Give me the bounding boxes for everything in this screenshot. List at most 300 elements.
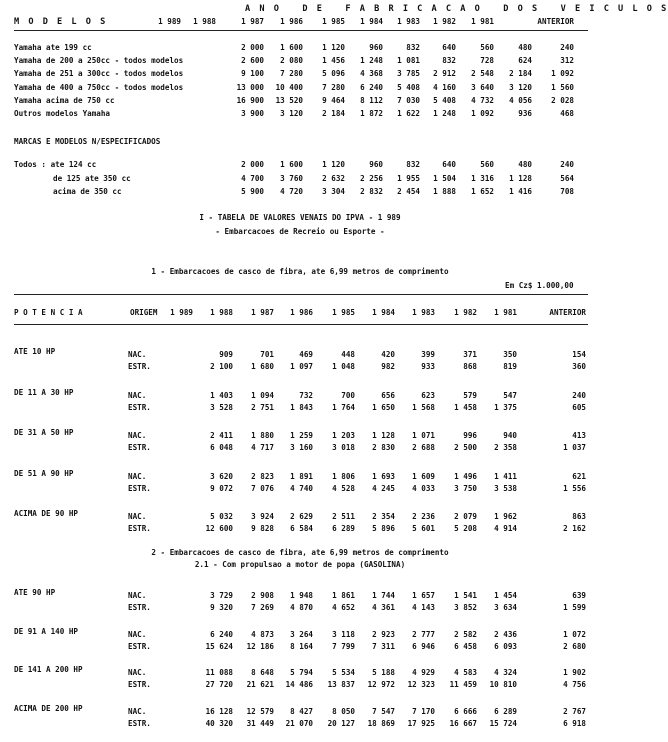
- marca-value-cell: 832: [406, 160, 420, 169]
- model-row-label: Yamaha de 200 a 250cc - todos modelos: [14, 56, 184, 66]
- model-value-cell: 1 248: [360, 56, 383, 66]
- value-cell: 982: [381, 362, 395, 371]
- marca-row-label: acima de 350 cc: [53, 187, 122, 196]
- value-cell: 7 269: [251, 603, 274, 612]
- value-cell: 3 924: [251, 512, 274, 521]
- value-cell: 2 358: [494, 443, 517, 452]
- modelos-label: M O D E L O S: [14, 17, 108, 27]
- value-cell: 6 458: [454, 641, 477, 651]
- value-cell: 2 500: [454, 443, 477, 452]
- year-column-header: 1 985: [322, 17, 345, 26]
- value-cell: 7 076: [251, 483, 274, 493]
- value-cell: 4 914: [494, 524, 517, 533]
- value-cell: 701: [260, 350, 274, 359]
- value-cell: 17 925: [407, 718, 435, 728]
- value-cell: 4 740: [290, 483, 313, 493]
- marca-value-cell: 2 632: [322, 173, 345, 183]
- model-value-cell: 1 872: [360, 109, 383, 118]
- marca-row-label: Todos : ate 124 cc: [14, 160, 97, 169]
- value-cell: 4 873: [251, 629, 274, 639]
- value-cell: 5 794: [290, 668, 313, 677]
- value-cell: 469: [299, 350, 313, 359]
- value-cell: 1 657: [412, 591, 435, 600]
- value-cell: 154: [572, 350, 586, 359]
- value-cell: 6 289: [494, 706, 517, 716]
- marca-value-cell: 1 120: [322, 160, 345, 169]
- value-cell: 6 584: [290, 524, 313, 533]
- value-cell: 2 582: [454, 629, 477, 639]
- value-cell: 6 289: [332, 524, 355, 533]
- value-cell: 18 869: [367, 718, 395, 728]
- year-column-header: 1 981: [471, 17, 494, 26]
- value-cell: 1 880: [251, 431, 274, 440]
- marca-value-cell: 1 600: [280, 160, 303, 169]
- marca-value-cell: 5 900: [241, 187, 264, 196]
- value-cell: 11 459: [449, 680, 477, 689]
- value-cell: 2 823: [251, 471, 274, 481]
- value-cell: 9 828: [251, 524, 274, 533]
- value-cell: 621: [572, 471, 586, 481]
- origem-label: NAC.: [128, 591, 147, 600]
- value-cell: 3 750: [454, 483, 477, 493]
- value-cell: 2 236: [412, 512, 435, 521]
- origem-label: ESTR.: [128, 524, 151, 533]
- currency-note: Em Cz$ 1.000,00: [505, 281, 574, 290]
- value-cell: 16 667: [449, 718, 477, 728]
- origem-label: NAC.: [128, 668, 147, 677]
- value-cell: 399: [421, 350, 435, 359]
- value-cell: 9 320: [210, 603, 233, 612]
- value-cell: 2 751: [251, 402, 274, 412]
- origem-label: ESTR.: [128, 641, 151, 651]
- year-column-header: ANTERIOR: [537, 17, 574, 26]
- value-cell: 8 164: [290, 641, 313, 651]
- value-cell: 5 896: [372, 524, 395, 533]
- value-cell: 14 486: [285, 680, 313, 689]
- year-column-header: 1 986: [280, 17, 303, 26]
- value-cell: 9 072: [210, 483, 233, 493]
- value-cell: 656: [381, 390, 395, 400]
- model-row-label: Yamaha de 251 a 300cc - todos modelos: [14, 69, 184, 79]
- origem-label: NAC.: [128, 350, 147, 359]
- value-cell: 40 320: [205, 718, 233, 728]
- origem-label: NAC.: [128, 390, 147, 400]
- marca-value-cell: 560: [480, 160, 494, 169]
- model-value-cell: 7 030: [397, 95, 420, 105]
- value-cell: 4 245: [372, 483, 395, 493]
- value-cell: 1 568: [412, 402, 435, 412]
- value-cell: 2 436: [494, 629, 517, 639]
- value-cell: 7 311: [372, 641, 395, 651]
- value-cell: 413: [572, 431, 586, 440]
- value-cell: 1 072: [563, 629, 586, 639]
- model-value-cell: 5 408: [397, 82, 420, 92]
- origem-label: NAC.: [128, 471, 147, 481]
- model-value-cell: 5 408: [433, 95, 456, 105]
- marca-value-cell: 640: [442, 160, 456, 169]
- value-cell: 1 037: [563, 443, 586, 452]
- value-cell: 1 071: [412, 431, 435, 440]
- column-header: 1 981: [494, 308, 517, 317]
- marca-value-cell: 3 760: [280, 173, 303, 183]
- value-cell: 1 948: [290, 591, 313, 600]
- value-cell: 1 744: [372, 591, 395, 600]
- model-value-cell: 4 056: [509, 95, 532, 105]
- value-cell: 605: [572, 402, 586, 412]
- model-value-cell: 4 368: [360, 69, 383, 79]
- value-cell: 3 018: [332, 443, 355, 452]
- value-cell: 8 427: [290, 706, 313, 716]
- model-row-label: Yamaha ate 199 cc: [14, 43, 92, 52]
- model-value-cell: 9 464: [322, 95, 345, 105]
- column-header: ORIGEM: [130, 308, 158, 317]
- value-cell: 12 186: [246, 641, 274, 651]
- value-cell: 2 162: [563, 524, 586, 533]
- year-column-header: 1 987: [241, 17, 264, 26]
- potencia-label: ATE 10 HP: [14, 347, 56, 356]
- model-value-cell: 1 092: [551, 69, 574, 79]
- model-value-cell: 7 280: [280, 69, 303, 79]
- value-cell: 27 720: [205, 680, 233, 689]
- model-row-label: Yamaha acima de 750 cc: [14, 95, 115, 105]
- column-header: 1 988: [210, 308, 233, 317]
- potencia-label: ACIMA DE 200 HP: [14, 703, 83, 713]
- value-cell: 2 079: [454, 512, 477, 521]
- value-cell: 6 048: [210, 443, 233, 452]
- value-cell: 12 600: [205, 524, 233, 533]
- value-cell: 8 050: [332, 706, 355, 716]
- model-value-cell: 312: [560, 56, 574, 66]
- value-cell: 11 088: [205, 668, 233, 677]
- value-cell: 3 634: [494, 603, 517, 612]
- model-value-cell: 6 240: [360, 82, 383, 92]
- value-cell: 20 127: [327, 718, 355, 728]
- value-cell: 3 528: [210, 402, 233, 412]
- model-value-cell: 1 600: [280, 43, 303, 52]
- value-cell: 1 693: [372, 471, 395, 481]
- value-cell: 6 946: [412, 641, 435, 651]
- column-header: 1 987: [251, 308, 274, 317]
- column-header: 1 985: [332, 308, 355, 317]
- potencia-label: DE 51 A 90 HP: [14, 468, 74, 478]
- model-value-cell: 240: [560, 43, 574, 52]
- value-cell: 350: [503, 350, 517, 359]
- model-value-cell: 4 732: [471, 95, 494, 105]
- value-cell: 240: [572, 390, 586, 400]
- value-cell: 2 629: [290, 512, 313, 521]
- value-cell: 21 070: [285, 718, 313, 728]
- model-value-cell: 8 112: [360, 95, 383, 105]
- column-header: 1 989: [170, 308, 193, 317]
- value-cell: 6 240: [210, 629, 233, 639]
- value-cell: 7 799: [332, 641, 355, 651]
- potencia-label: DE 141 A 200 HP: [14, 665, 83, 674]
- marca-value-cell: 2 256: [360, 173, 383, 183]
- model-value-cell: 3 120: [509, 82, 532, 92]
- model-value-cell: 3 640: [471, 82, 494, 92]
- model-value-cell: 728: [480, 56, 494, 66]
- value-cell: 1 891: [290, 471, 313, 481]
- origem-label: ESTR.: [128, 362, 151, 371]
- value-cell: 3 118: [332, 629, 355, 639]
- origem-label: NAC.: [128, 512, 147, 521]
- value-cell: 863: [572, 512, 586, 521]
- year-column-header: 1 989: [158, 17, 181, 26]
- value-cell: 868: [463, 362, 477, 371]
- value-cell: 933: [421, 362, 435, 371]
- marca-value-cell: 708: [560, 187, 574, 196]
- marca-value-cell: 960: [369, 160, 383, 169]
- model-value-cell: 1 622: [397, 109, 420, 118]
- value-cell: 16 128: [205, 706, 233, 716]
- value-cell: 4 870: [290, 603, 313, 612]
- value-cell: 8 648: [251, 668, 274, 677]
- value-cell: 10 810: [489, 680, 517, 689]
- potencia-label: DE 91 A 140 HP: [14, 626, 79, 636]
- year-column-header: 1 982: [433, 17, 456, 26]
- marca-value-cell: 4 720: [280, 187, 303, 196]
- value-cell: 4 652: [332, 603, 355, 612]
- value-cell: 2 908: [251, 591, 274, 600]
- value-cell: 6 093: [494, 641, 517, 651]
- marca-value-cell: 1 128: [509, 173, 532, 183]
- model-row-label: Outros modelos Yamaha: [14, 109, 111, 118]
- value-cell: 5 188: [372, 668, 395, 677]
- value-cell: 4 324: [494, 668, 517, 677]
- model-value-cell: 2 600: [241, 56, 264, 66]
- value-cell: 1 403: [210, 390, 233, 400]
- marca-value-cell: 2 454: [397, 187, 420, 196]
- value-cell: 1 680: [251, 362, 274, 371]
- value-cell: 1 048: [332, 362, 355, 371]
- value-cell: 6 666: [454, 706, 477, 716]
- divider: [14, 294, 588, 295]
- value-cell: 3 729: [210, 591, 233, 600]
- column-header: 1 984: [372, 308, 395, 317]
- value-cell: 2 511: [332, 512, 355, 521]
- model-value-cell: 1 456: [322, 56, 345, 66]
- model-value-cell: 936: [518, 109, 532, 118]
- marca-value-cell: 1 316: [471, 173, 494, 183]
- value-cell: 21 621: [246, 680, 274, 689]
- origem-label: ESTR.: [128, 443, 151, 452]
- potencia-label: ACIMA DE 90 HP: [14, 509, 79, 518]
- value-cell: 4 583: [454, 668, 477, 677]
- value-cell: 547: [503, 390, 517, 400]
- section-subtitle: - Embarcacoes de Recreio ou Esporte -: [215, 227, 385, 236]
- model-value-cell: 2 912: [433, 69, 456, 79]
- column-header: 1 982: [454, 308, 477, 317]
- value-cell: 623: [421, 390, 435, 400]
- marca-value-cell: 2 832: [360, 187, 383, 196]
- value-cell: 996: [463, 431, 477, 440]
- section-title: I - TABELA DE VALORES VENAIS DO IPVA - 1 989: [199, 213, 401, 222]
- model-value-cell: 1 120: [322, 43, 345, 52]
- model-value-cell: 468: [560, 109, 574, 118]
- divider: [14, 30, 588, 31]
- model-value-cell: 832: [406, 43, 420, 52]
- model-value-cell: 2 184: [322, 109, 345, 118]
- divider: [14, 324, 588, 325]
- value-cell: 1 541: [454, 591, 477, 600]
- value-cell: 2 688: [412, 443, 435, 452]
- value-cell: 371: [463, 350, 477, 359]
- column-header: 1 983: [412, 308, 435, 317]
- model-value-cell: 3 785: [397, 69, 420, 79]
- model-value-cell: 1 248: [433, 109, 456, 118]
- value-cell: 6 918: [563, 718, 586, 728]
- value-cell: 4 756: [563, 680, 586, 689]
- value-cell: 5 032: [210, 512, 233, 521]
- origem-label: NAC.: [128, 629, 147, 639]
- value-cell: 2 777: [412, 629, 435, 639]
- value-cell: 1 375: [494, 402, 517, 412]
- model-value-cell: 2 000: [241, 43, 264, 52]
- value-cell: 2 767: [563, 706, 586, 716]
- potencia-label: DE 11 A 30 HP: [14, 387, 74, 397]
- model-value-cell: 13 000: [236, 82, 264, 92]
- value-cell: 3 160: [290, 443, 313, 452]
- value-cell: 1 806: [332, 471, 355, 481]
- value-cell: 13 837: [327, 680, 355, 689]
- potencia-label: ATE 90 HP: [14, 588, 56, 597]
- year-column-header: 1 988: [193, 17, 216, 26]
- value-cell: 909: [219, 350, 233, 359]
- value-cell: 15 624: [205, 641, 233, 651]
- model-value-cell: 1 081: [397, 56, 420, 66]
- value-cell: 1 861: [332, 591, 355, 600]
- value-cell: 4 528: [332, 483, 355, 493]
- value-cell: 579: [463, 390, 477, 400]
- model-value-cell: 1 092: [471, 109, 494, 118]
- model-value-cell: 13 520: [275, 95, 303, 105]
- value-cell: 2 680: [563, 641, 586, 651]
- value-cell: 1 764: [332, 402, 355, 412]
- marca-value-cell: 3 304: [322, 187, 345, 196]
- value-cell: 3 852: [454, 603, 477, 612]
- column-header: 1 986: [290, 308, 313, 317]
- marca-value-cell: 564: [560, 173, 574, 183]
- value-cell: 700: [341, 390, 355, 400]
- model-value-cell: 2 184: [509, 69, 532, 79]
- model-value-cell: 3 120: [280, 109, 303, 118]
- value-cell: 1 902: [563, 668, 586, 677]
- column-header: ANTERIOR: [549, 308, 586, 317]
- model-value-cell: 832: [442, 56, 456, 66]
- value-cell: 1 556: [563, 483, 586, 493]
- potencia-label: DE 31 A 50 HP: [14, 428, 74, 437]
- value-cell: 31 449: [246, 718, 274, 728]
- value-cell: 1 609: [412, 471, 435, 481]
- value-cell: 448: [341, 350, 355, 359]
- value-cell: 4 033: [412, 483, 435, 493]
- model-value-cell: 9 100: [241, 69, 264, 79]
- value-cell: 360: [572, 362, 586, 371]
- model-value-cell: 5 096: [322, 69, 345, 79]
- column-header: P O T E N C I A: [14, 308, 83, 317]
- value-cell: 12 972: [367, 680, 395, 689]
- value-cell: 5 208: [454, 524, 477, 533]
- value-cell: 2 923: [372, 629, 395, 639]
- model-value-cell: 960: [369, 43, 383, 52]
- origem-label: ESTR.: [128, 483, 151, 493]
- value-cell: 3 620: [210, 471, 233, 481]
- value-cell: 2 830: [372, 443, 395, 452]
- value-cell: 5 534: [332, 668, 355, 677]
- section-sub1: 1 - Embarcacoes de casco de fibra, ate 6,99 metros de comprimento: [151, 267, 449, 276]
- value-cell: 420: [381, 350, 395, 359]
- model-row-label: Yamaha de 400 a 750cc - todos modelos: [14, 82, 184, 92]
- marca-value-cell: 1 955: [397, 173, 420, 183]
- value-cell: 15 724: [489, 718, 517, 728]
- value-cell: 4 929: [412, 668, 435, 677]
- value-cell: 1 454: [494, 591, 517, 600]
- value-cell: 3 538: [494, 483, 517, 493]
- section-sub2: 2 - Embarcacoes de casco de fibra, ate 6,99 metros de comprimento: [151, 548, 449, 557]
- origem-label: ESTR.: [128, 680, 151, 689]
- value-cell: 7 170: [412, 706, 435, 716]
- value-cell: 1 496: [454, 471, 477, 481]
- value-cell: 2 411: [210, 431, 233, 440]
- model-value-cell: 640: [442, 43, 456, 52]
- value-cell: 1 128: [372, 431, 395, 440]
- marca-value-cell: 2 000: [241, 160, 264, 169]
- origem-label: NAC.: [128, 431, 147, 440]
- value-cell: 1 097: [290, 362, 313, 371]
- marca-value-cell: 480: [518, 160, 532, 169]
- model-value-cell: 4 160: [433, 82, 456, 92]
- origem-label: ESTR.: [128, 718, 151, 728]
- value-cell: 1 094: [251, 390, 274, 400]
- value-cell: 2 100: [210, 362, 233, 371]
- model-value-cell: 3 900: [241, 109, 264, 118]
- value-cell: 732: [299, 390, 313, 400]
- marcas-title: MARCAS E MODELOS N/ESPECIFICADOS: [14, 137, 161, 146]
- model-value-cell: 16 900: [236, 95, 264, 105]
- value-cell: 4 717: [251, 443, 274, 452]
- value-cell: 1 843: [290, 402, 313, 412]
- year-column-header: 1 984: [360, 17, 383, 26]
- marca-value-cell: 1 888: [433, 187, 456, 196]
- value-cell: 3 264: [290, 629, 313, 639]
- value-cell: 1 458: [454, 402, 477, 412]
- origem-label: ESTR.: [128, 402, 151, 412]
- marca-value-cell: 4 700: [241, 173, 264, 183]
- model-value-cell: 7 280: [322, 82, 345, 92]
- ano-header: A N O D E F A B R I C A C A O D O S V E I C U L O S: [245, 4, 668, 14]
- value-cell: 819: [503, 362, 517, 371]
- model-value-cell: 10 400: [275, 82, 303, 92]
- value-cell: 1 599: [563, 603, 586, 612]
- origem-label: ESTR.: [128, 603, 151, 612]
- model-value-cell: 624: [518, 56, 532, 66]
- model-value-cell: 480: [518, 43, 532, 52]
- value-cell: 4 143: [412, 603, 435, 612]
- value-cell: 940: [503, 431, 517, 440]
- marca-value-cell: 1 416: [509, 187, 532, 196]
- marca-value-cell: 1 504: [433, 173, 456, 183]
- value-cell: 1 650: [372, 402, 395, 412]
- value-cell: 639: [572, 591, 586, 600]
- value-cell: 2 354: [372, 512, 395, 521]
- value-cell: 12 579: [246, 706, 274, 716]
- marca-value-cell: 1 652: [471, 187, 494, 196]
- value-cell: 1 259: [290, 431, 313, 440]
- value-cell: 1 411: [494, 471, 517, 481]
- model-value-cell: 2 080: [280, 56, 303, 66]
- model-value-cell: 560: [480, 43, 494, 52]
- section-sub21: 2.1 - Com propulsao a motor de popa (GASOLINA): [194, 560, 406, 569]
